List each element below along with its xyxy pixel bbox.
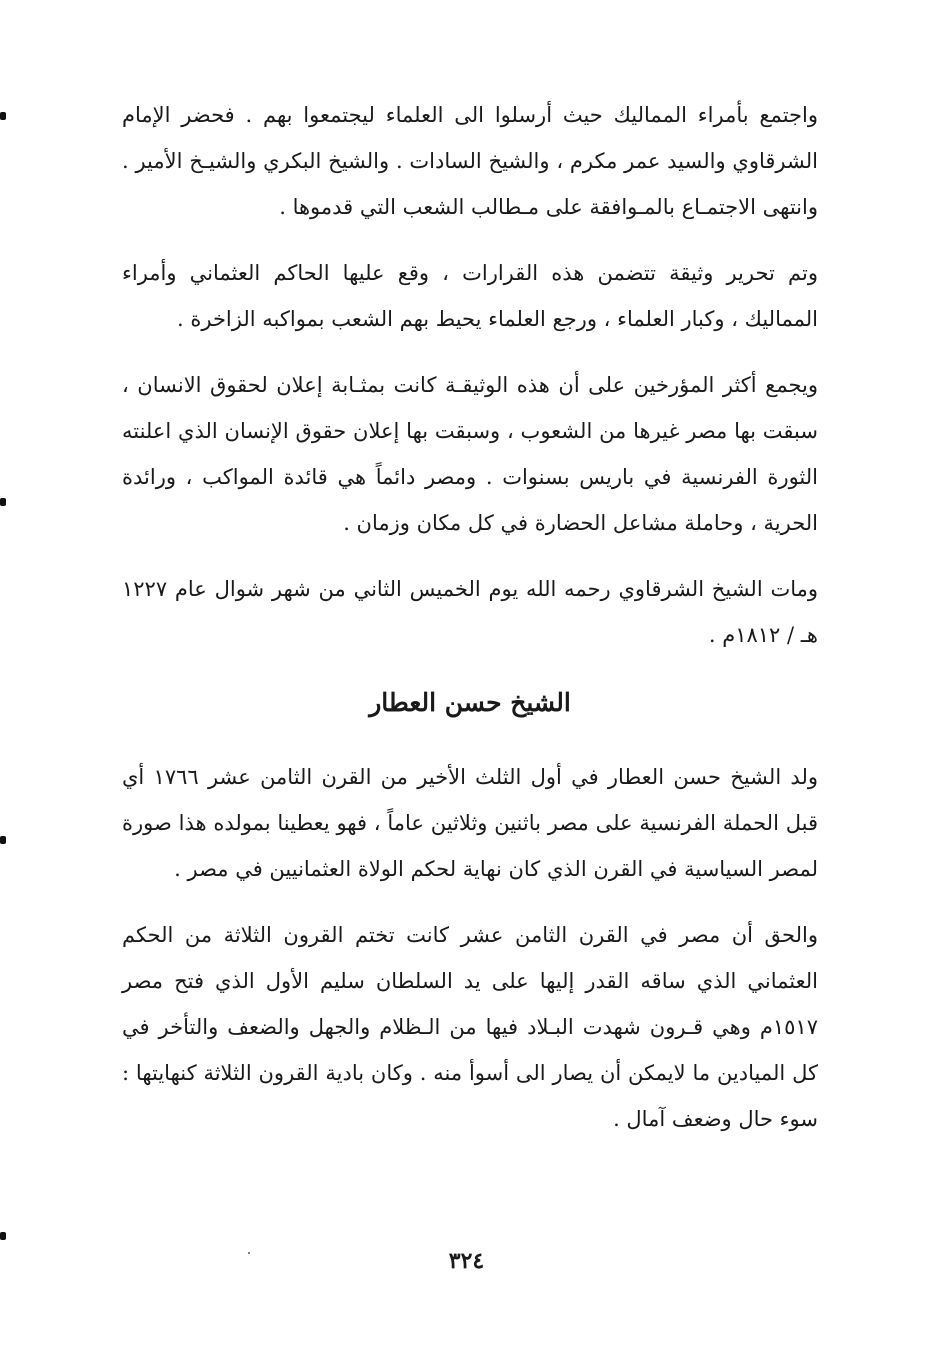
scan-edge-mark bbox=[0, 112, 6, 120]
paragraph-6: والحق أن مصر في القرن الثامن عشر كانت تختم القرون الثلاثة من الحكم العثماني الذي ساقه القدر إليها على يد السلطان سليم الأول الذي فتح مصر ١٥١٧م وهي قـرون شهدت البـلاد فيها من الـظلام والجهل والضعف والتأخر في كل الميادين ما لايمكن أن يصار الى أسوأ منه . وكان بادية القرون الثلاثة كنهايتها : سوء حال وضعف آمال . bbox=[122, 923, 818, 1131]
section-heading: الشيخ حسن العطار bbox=[369, 688, 571, 717]
paragraph-5: ولد الشيخ حسن العطار في أول الثلث الأخير من القرن الثامن عشر ١٧٦٦ أي قبل الحملة الفرنسية على مصر باثنين وثلاثين عاماً ، فهو يعطينا بمولده هذا صورة لمصر السياسية في القرن الذي كان نهاية لحكم الولاة العثمانيين في مصر . bbox=[122, 765, 818, 881]
paragraph-1: واجتمع بأمراء المماليك حيث أرسلوا الى العلماء ليجتمعوا بهم . فحضر الإمام الشرقاوي والسيد عمر مكرم ، والشيخ السادات . والشيخ البكري والشيـخ الأمير . وانتهى الاجتمـاع بالمـوافقة على مـطالب الشعب التي قدموها . bbox=[122, 103, 818, 219]
scan-edge-mark bbox=[0, 1232, 6, 1240]
paragraph-2: وتم تحرير وثيقة تتضمن هذه القرارات ، وقع عليها الحاكم العثماني وأمراء المماليك ، وكبار العلماء ، ورجع العلماء يحيط بهم الشعب بمواكبه الزاخرة . bbox=[122, 261, 818, 331]
paragraph-4: ومات الشيخ الشرقاوي رحمه الله يوم الخميس الثاني من شهر شوال عام ١٢٢٧ هـ / ١٨١٢م . bbox=[122, 577, 818, 647]
page-number: ٣٢٤ bbox=[448, 1248, 485, 1274]
paragraph-3: ويجمع أكثر المؤرخين على أن هذه الوثيقـة كانت بمثـابة إعلان لحقوق الانسان ، سبقت بها مصر غيرها من الشعوب ، وسبقت بها إعلان حقوق الإنسان الذي اعلنته الثورة الفرنسية في باريس بسنوات . ومصر دائماً هي قائدة المواكب ، ورائدة الحرية ، وحاملة مشاعل الحضارة في كل مكان وزمان . bbox=[122, 373, 818, 535]
scan-edge-mark bbox=[0, 498, 6, 506]
page-body bbox=[122, 92, 818, 1142]
scan-edge-mark bbox=[0, 836, 6, 844]
scan-speck bbox=[248, 1252, 250, 1254]
